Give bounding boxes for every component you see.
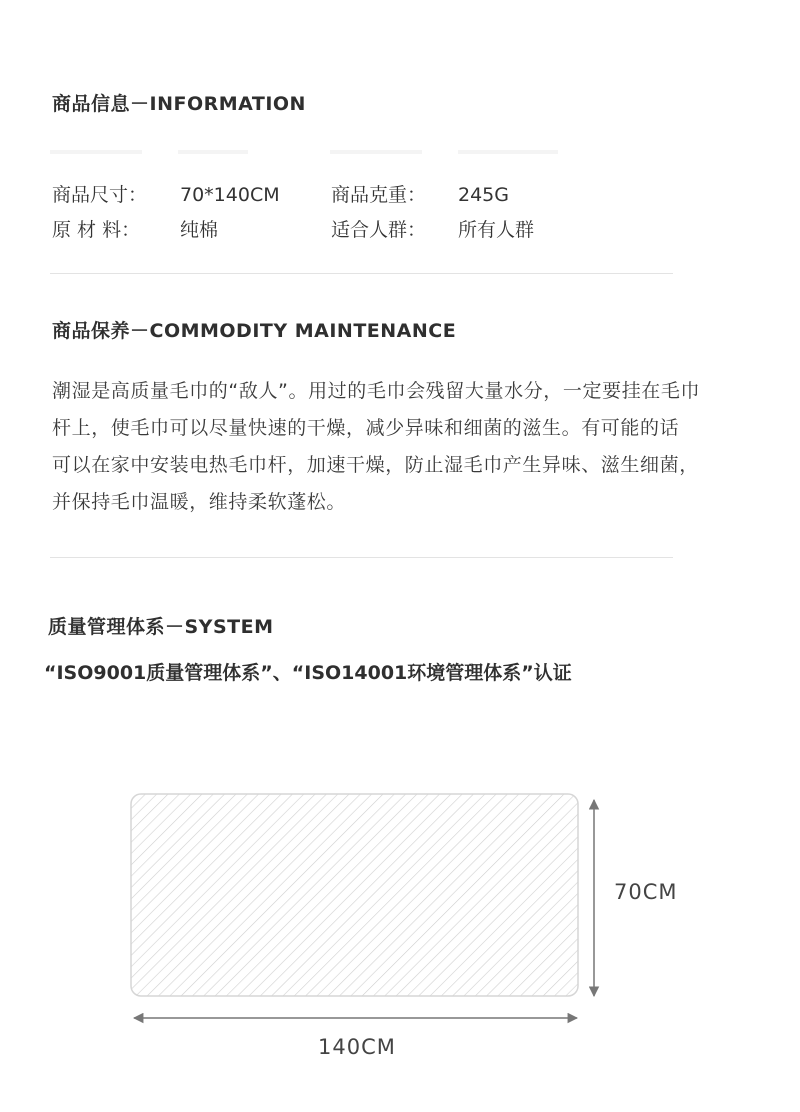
height-label: 70CM [614, 880, 678, 904]
care-line: 可以在家中安装电热毛巾杆，加速干燥，防止湿毛巾产生异味、滋生细菌， [52, 454, 699, 476]
info-label: 原 材 料： [52, 219, 141, 241]
width-label: 140CM [318, 1035, 396, 1059]
info-value: 纯棉 [180, 219, 219, 241]
system-section-title: 质量管理体系－SYSTEM [48, 616, 274, 638]
certification-text: “ISO9001质量管理体系”、“ISO14001环境管理体系”认证 [44, 662, 572, 684]
towel-outline [131, 794, 578, 996]
care-line: 杆上，使毛巾可以尽量快速的干燥，减少异味和细菌的滋生。有可能的话 [52, 417, 680, 439]
info-value: 245G [458, 184, 509, 206]
info-value: 70*140CM [180, 184, 280, 206]
care-line: 潮湿是高质量毛巾的“敌人”。用过的毛巾会残留大量水分，一定要挂在毛巾 [52, 380, 701, 402]
info-section-title: 商品信息－INFORMATION [52, 93, 306, 115]
care-section-title: 商品保养－COMMODITY MAINTENANCE [52, 320, 457, 342]
info-label: 适合人群： [331, 219, 427, 241]
info-value: 所有人群 [458, 219, 535, 241]
info-label: 商品尺寸： [52, 184, 148, 206]
care-line: 并保持毛巾温暖，维持柔软蓬松。 [52, 491, 347, 513]
info-label: 商品克重： [331, 184, 427, 206]
